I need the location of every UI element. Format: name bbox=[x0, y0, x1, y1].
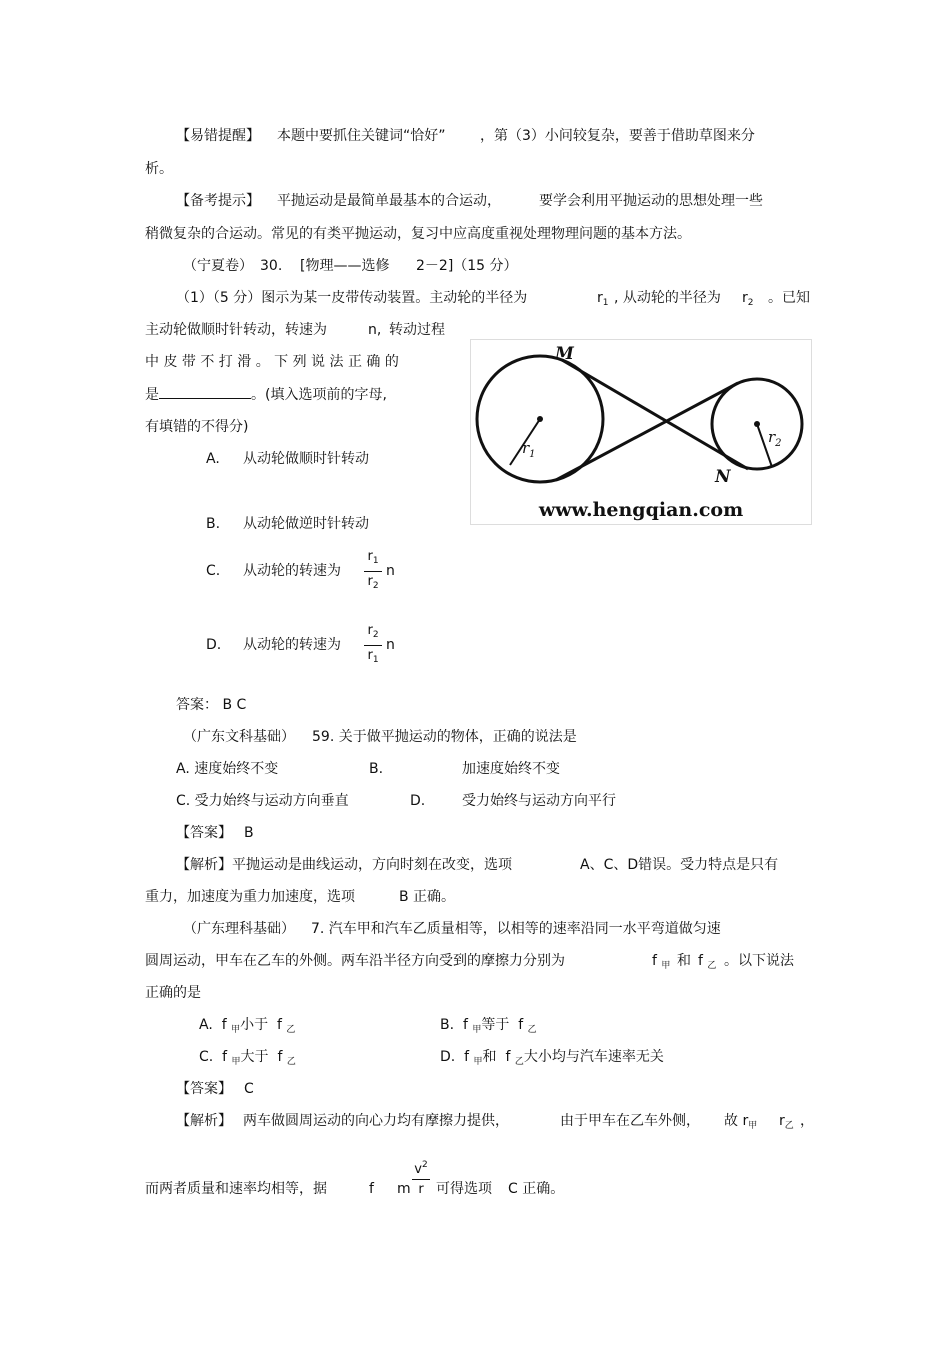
q1-line1: （1）（5 分）图示为某一皮带传动装置。主动轮的半径为 bbox=[176, 290, 528, 306]
q1-topic: [物理——选修 bbox=[300, 258, 390, 274]
q3-analysis-3: 而两者质量和速率均相等，据 bbox=[145, 1181, 327, 1197]
answer-blank[interactable] bbox=[159, 386, 251, 399]
q1-option-c-n: n bbox=[386, 563, 395, 579]
q3-r-yi: $r_乙$ bbox=[779, 1113, 794, 1131]
q2-option-d-letter: D. bbox=[410, 793, 426, 809]
q2-analysis-2: A、C、D错误。受力特点是只有 bbox=[580, 857, 779, 873]
q3-analysis-4: 可得选项 bbox=[436, 1181, 492, 1197]
q1-line5: 有填错的不得分) bbox=[145, 419, 249, 435]
q2-answer-label: 【答案】 bbox=[176, 825, 232, 841]
q1-option-c-letter: C. bbox=[206, 563, 221, 579]
label-n: N bbox=[715, 467, 731, 487]
q2-option-b-letter: B. bbox=[369, 761, 384, 777]
q2-answer-value: B bbox=[244, 825, 254, 841]
q2-analysis: 【解析】平抛运动是曲线运动，方向时刻在改变，选项 bbox=[176, 857, 512, 873]
q3-r-jia: 故 $r_甲$ bbox=[724, 1113, 758, 1131]
q2-option-d-text: 受力始终与运动方向平行 bbox=[462, 793, 616, 809]
tip-text-3: 析。 bbox=[145, 161, 173, 177]
prep-label: 【备考提示】 bbox=[176, 193, 260, 209]
q1-line1-b: , 从动轮的半径为 bbox=[614, 290, 721, 306]
q3-option-a: A. f $_甲$小于 f $_乙$ bbox=[199, 1017, 296, 1035]
q1-option-b-letter: B. bbox=[206, 516, 221, 532]
q3-option-c: C. f $_甲$大于 f $_乙$ bbox=[199, 1049, 296, 1067]
q1-source: （宁夏卷） bbox=[183, 258, 253, 274]
q2-analysis-3: 重力，加速度为重力加速度，选项 bbox=[145, 889, 355, 905]
q1-option-d-n: n bbox=[386, 637, 395, 653]
q3-stem: 7. 汽车甲和汽车乙质量相等，以相等的速率沿同一水平弯道做匀速 bbox=[311, 921, 721, 937]
q3-line2-tail: 。以下说法 bbox=[724, 953, 794, 969]
label-m: M bbox=[555, 344, 574, 364]
q3-formula-m: m bbox=[397, 1181, 411, 1197]
q3-option-b: B. f $_甲$等于 f $_乙$ bbox=[440, 1017, 537, 1035]
q2-analysis-4: B 正确。 bbox=[399, 889, 456, 905]
tip-text: 本题中要抓住关键词“恰好” bbox=[277, 128, 446, 144]
q1-answer: 答案： B C bbox=[176, 697, 247, 713]
q3-f-yi: f $_乙$ bbox=[698, 953, 717, 971]
q3-line3: 正确的是 bbox=[145, 985, 201, 1001]
prep-text: 平抛运动是最简单最基本的合运动， bbox=[277, 193, 501, 209]
q3-line2: 圆周运动，甲车在乙车的外侧。两车沿半径方向受到的摩擦力分别为 bbox=[145, 953, 565, 969]
label-r1: $r_1$ bbox=[522, 439, 536, 460]
q3-analysis-1: 两车做圆周运动的向心力均有摩擦力提供， bbox=[243, 1113, 509, 1129]
fraction-r1-r2: $r_1$ $r_2$ bbox=[364, 549, 382, 594]
q1-r1: $r_1$ bbox=[597, 290, 609, 308]
q3-option-d: D. f $_甲$和 f $_乙$大小均与汽车速率无关 bbox=[440, 1049, 664, 1067]
q2-option-c: C. 受力始终与运动方向垂直 bbox=[176, 793, 349, 809]
q3-answer-label: 【答案】 bbox=[176, 1081, 232, 1097]
belt-pulley-figure bbox=[470, 339, 812, 525]
q3-source: （广东理科基础） bbox=[183, 921, 295, 937]
q1-line4: 是 。(填入选项前的字母, bbox=[145, 387, 387, 403]
tip-text-2: ，第（3）小问较复杂，要善于借助草图来分 bbox=[480, 128, 755, 144]
q2-source: （广东文科基础） bbox=[183, 729, 295, 745]
q1-line3: 中 皮 带 不 打 滑 。 下 列 说 法 正 确 的 bbox=[145, 354, 399, 370]
q3-analysis-5: C 正确。 bbox=[508, 1181, 565, 1197]
q1-option-c-text: 从动轮的转速为 bbox=[243, 563, 341, 579]
q3-analysis-2: 由于甲车在乙车外侧， bbox=[560, 1113, 700, 1129]
prep-text-2: 要学会利用平抛运动的思想处理一些 bbox=[539, 193, 763, 209]
q1-option-a-letter: A. bbox=[206, 451, 220, 467]
q1-number: 30. bbox=[260, 258, 283, 274]
q2-stem: 59. 关于做平抛运动的物体，正确的说法是 bbox=[312, 729, 577, 745]
q1-option-d-text: 从动轮的转速为 bbox=[243, 637, 341, 653]
q1-line1-c: 。已知 bbox=[768, 290, 810, 306]
q3-analysis-comma: ， bbox=[800, 1113, 814, 1129]
q1-line2-n: n, bbox=[368, 322, 382, 338]
q1-points: 2－2]（15 分） bbox=[416, 258, 518, 274]
q1-option-d-letter: D. bbox=[206, 637, 222, 653]
q1-option-a-text: 从动轮做顺时针转动 bbox=[243, 451, 369, 467]
fraction-v2-r: $v^2$ r bbox=[412, 1158, 430, 1197]
q3-f-jia: f $_甲$ bbox=[652, 953, 671, 971]
q1-r2: $r_2$ bbox=[742, 290, 754, 308]
fraction-r2-r1: $r_2$ $r_1$ bbox=[364, 623, 382, 668]
q3-line2-and: 和 bbox=[677, 953, 691, 969]
q1-line2: 主动轮做顺时针转动，转速为 bbox=[145, 322, 327, 338]
q3-answer-value: C bbox=[244, 1081, 254, 1097]
tip-label: 【易错提醒】 bbox=[176, 128, 260, 144]
q3-formula-f: f bbox=[369, 1181, 374, 1197]
prep-text-3: 稍微复杂的合运动。常见的有类平抛运动，复习中应高度重视处理物理问题的基本方法。 bbox=[145, 226, 691, 242]
q1-line2-b: 转动过程 bbox=[389, 322, 445, 338]
watermark-url: www.hengqian.com bbox=[538, 499, 744, 521]
q2-option-b-text: 加速度始终不变 bbox=[462, 761, 560, 777]
label-r2: $r_2$ bbox=[768, 428, 782, 449]
q2-option-a: A. 速度始终不变 bbox=[176, 761, 279, 777]
q3-analysis-label: 【解析】 bbox=[176, 1113, 232, 1129]
q1-option-b-text: 从动轮做逆时针转动 bbox=[243, 516, 369, 532]
